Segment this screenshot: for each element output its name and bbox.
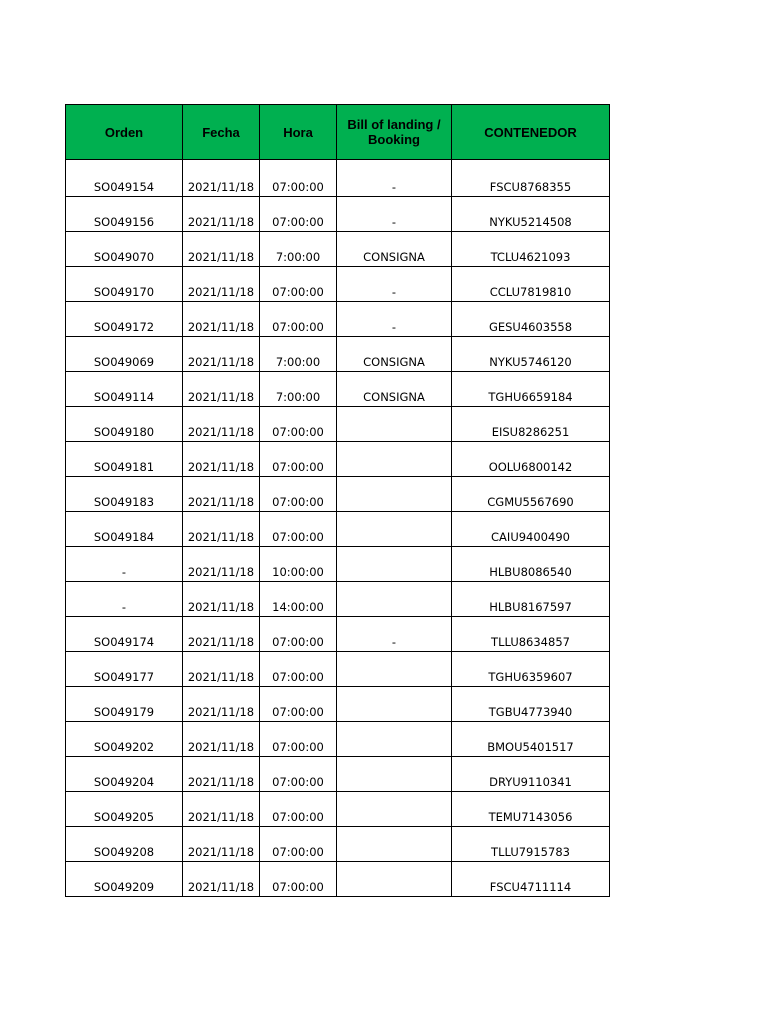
cell-fecha: 2021/11/18 (183, 407, 260, 442)
cell-contenedor: HLBU8167597 (452, 582, 610, 617)
table-body (66, 160, 610, 897)
cell-contenedor: TLLU8634857 (452, 617, 610, 652)
cell-orden: SO049070 (66, 232, 183, 267)
cell-contenedor: FSCU8768355 (452, 160, 610, 197)
cell-contenedor: BMOU5401517 (452, 722, 610, 757)
table-row (66, 792, 610, 827)
cell-hora: 07:00:00 (260, 792, 337, 827)
cell-orden: SO049174 (66, 617, 183, 652)
cell-contenedor: DRYU9110341 (452, 757, 610, 792)
table-row (66, 442, 610, 477)
cell-contenedor: CCLU7819810 (452, 267, 610, 302)
cell-contenedor: TGHU6659184 (452, 372, 610, 407)
cell-orden: SO049209 (66, 862, 183, 897)
cell-orden: SO049177 (66, 652, 183, 687)
cell-hora: 07:00:00 (260, 722, 337, 757)
cell-fecha: 2021/11/18 (183, 792, 260, 827)
cell-hora: 07:00:00 (260, 407, 337, 442)
cell-bill-of-landing (337, 547, 452, 582)
header-orden: Orden (66, 105, 183, 160)
cell-orden: SO049179 (66, 687, 183, 722)
cell-hora: 07:00:00 (260, 617, 337, 652)
cell-bill-of-landing (337, 792, 452, 827)
cell-orden: SO049202 (66, 722, 183, 757)
cell-fecha: 2021/11/18 (183, 302, 260, 337)
cell-contenedor: TCLU4621093 (452, 232, 610, 267)
cell-contenedor: NYKU5746120 (452, 337, 610, 372)
cell-hora: 7:00:00 (260, 337, 337, 372)
cell-bill-of-landing: - (337, 267, 452, 302)
cell-contenedor: HLBU8086540 (452, 547, 610, 582)
cell-contenedor: TEMU7143056 (452, 792, 610, 827)
cell-fecha: 2021/11/18 (183, 197, 260, 232)
cell-fecha: 2021/11/18 (183, 512, 260, 547)
cell-orden: SO049154 (66, 160, 183, 197)
cell-hora: 07:00:00 (260, 477, 337, 512)
cell-orden: SO049205 (66, 792, 183, 827)
cell-hora: 07:00:00 (260, 757, 337, 792)
table-row (66, 722, 610, 757)
cell-orden: SO049181 (66, 442, 183, 477)
cell-orden: SO049204 (66, 757, 183, 792)
cell-fecha: 2021/11/18 (183, 827, 260, 862)
header-bill-of-landing: Bill of landing / Booking (337, 105, 452, 160)
cell-bill-of-landing (337, 582, 452, 617)
cell-bill-of-landing (337, 862, 452, 897)
cell-bill-of-landing (337, 757, 452, 792)
cell-fecha: 2021/11/18 (183, 337, 260, 372)
table-row (66, 372, 610, 407)
cell-hora: 07:00:00 (260, 512, 337, 547)
spreadsheet-page (65, 104, 610, 897)
cell-hora: 7:00:00 (260, 232, 337, 267)
cell-contenedor: TGHU6359607 (452, 652, 610, 687)
cell-bill-of-landing: - (337, 197, 452, 232)
cell-bill-of-landing: CONSIGNA (337, 372, 452, 407)
cell-orden: SO049172 (66, 302, 183, 337)
cell-contenedor: OOLU6800142 (452, 442, 610, 477)
cell-hora: 07:00:00 (260, 442, 337, 477)
cell-hora: 7:00:00 (260, 372, 337, 407)
cell-fecha: 2021/11/18 (183, 617, 260, 652)
table-row (66, 687, 610, 722)
cell-bill-of-landing: - (337, 617, 452, 652)
cell-orden: SO049156 (66, 197, 183, 232)
cell-orden: SO049180 (66, 407, 183, 442)
cell-contenedor: TLLU7915783 (452, 827, 610, 862)
header-fecha: Fecha (183, 105, 260, 160)
cell-contenedor: TGBU4773940 (452, 687, 610, 722)
cell-hora: 07:00:00 (260, 160, 337, 197)
cell-contenedor: GESU4603558 (452, 302, 610, 337)
cell-orden: - (66, 547, 183, 582)
table-row (66, 757, 610, 792)
cell-bill-of-landing (337, 722, 452, 757)
cell-contenedor: CGMU5567690 (452, 477, 610, 512)
table-row (66, 547, 610, 582)
cell-orden: SO049208 (66, 827, 183, 862)
cell-bill-of-landing: CONSIGNA (337, 337, 452, 372)
cell-fecha: 2021/11/18 (183, 267, 260, 302)
table-row (66, 827, 610, 862)
table-row (66, 197, 610, 232)
cell-hora: 14:00:00 (260, 582, 337, 617)
cell-hora: 07:00:00 (260, 197, 337, 232)
cell-fecha: 2021/11/18 (183, 862, 260, 897)
header-hora: Hora (260, 105, 337, 160)
cell-bill-of-landing (337, 687, 452, 722)
table-row (66, 652, 610, 687)
cell-hora: 07:00:00 (260, 827, 337, 862)
header-contenedor: CONTENEDOR (452, 105, 610, 160)
cell-hora: 07:00:00 (260, 862, 337, 897)
cell-bill-of-landing (337, 407, 452, 442)
cell-hora: 07:00:00 (260, 302, 337, 337)
cell-bill-of-landing: - (337, 302, 452, 337)
cell-orden: SO049184 (66, 512, 183, 547)
cell-bill-of-landing: CONSIGNA (337, 232, 452, 267)
cell-orden: SO049114 (66, 372, 183, 407)
container-schedule-table (65, 104, 610, 897)
cell-orden: - (66, 582, 183, 617)
cell-fecha: 2021/11/18 (183, 687, 260, 722)
cell-hora: 07:00:00 (260, 267, 337, 302)
table-row (66, 477, 610, 512)
cell-bill-of-landing (337, 827, 452, 862)
cell-fecha: 2021/11/18 (183, 477, 260, 512)
cell-fecha: 2021/11/18 (183, 160, 260, 197)
cell-hora: 07:00:00 (260, 687, 337, 722)
cell-hora: 07:00:00 (260, 652, 337, 687)
cell-bill-of-landing (337, 477, 452, 512)
cell-bill-of-landing (337, 442, 452, 477)
cell-bill-of-landing (337, 652, 452, 687)
table-row (66, 407, 610, 442)
cell-fecha: 2021/11/18 (183, 232, 260, 267)
cell-fecha: 2021/11/18 (183, 722, 260, 757)
cell-orden: SO049069 (66, 337, 183, 372)
cell-hora: 10:00:00 (260, 547, 337, 582)
table-row (66, 267, 610, 302)
table-row (66, 232, 610, 267)
table-row (66, 302, 610, 337)
cell-fecha: 2021/11/18 (183, 372, 260, 407)
header-row (66, 105, 610, 160)
table-row (66, 582, 610, 617)
cell-fecha: 2021/11/18 (183, 582, 260, 617)
table-row (66, 512, 610, 547)
table-row (66, 160, 610, 197)
cell-contenedor: CAIU9400490 (452, 512, 610, 547)
cell-orden: SO049183 (66, 477, 183, 512)
cell-orden: SO049170 (66, 267, 183, 302)
cell-fecha: 2021/11/18 (183, 442, 260, 477)
cell-bill-of-landing: - (337, 160, 452, 197)
cell-fecha: 2021/11/18 (183, 652, 260, 687)
table-row (66, 617, 610, 652)
cell-contenedor: NYKU5214508 (452, 197, 610, 232)
cell-bill-of-landing (337, 512, 452, 547)
table-row (66, 862, 610, 897)
cell-fecha: 2021/11/18 (183, 547, 260, 582)
cell-contenedor: EISU8286251 (452, 407, 610, 442)
cell-contenedor: FSCU4711114 (452, 862, 610, 897)
table-row (66, 337, 610, 372)
cell-fecha: 2021/11/18 (183, 757, 260, 792)
